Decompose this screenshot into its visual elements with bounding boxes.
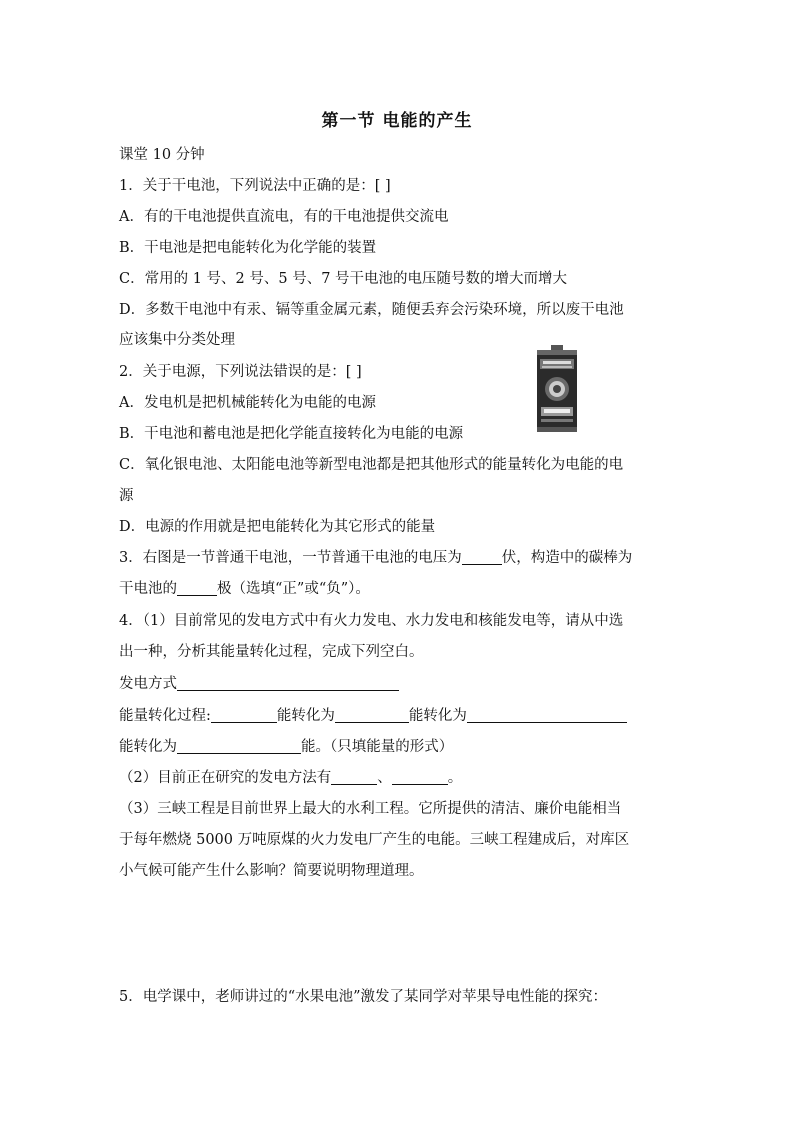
q4-process-row2 (119, 737, 453, 757)
q4-line1: 4．（1）目前常见的发电方式中有火力发电、水力发电和核能发电等，请从中选 (119, 613, 624, 629)
page-title: 第一节 电能的产生 (321, 111, 473, 131)
q1-option-c: C．常用的 1 号、2 号、5 号、7 号干电池的电压随号数的增大而增大 (119, 271, 568, 287)
q4-part3-line3: 小气候可能产生什么影响？简要说明物理道理。 (119, 863, 424, 879)
q1-option-a: A．有的干电池提供直流电，有的干电池提供交流电 (119, 209, 449, 225)
q1-option-d-line1: D．多数干电池中有汞、镉等重金属元素，随便丢弃会污染环境，所以废干电池 (119, 302, 624, 318)
q2-option-d: D．电源的作用就是把电能转化为其它形式的能量 (119, 519, 436, 535)
dry-battery-icon (534, 345, 580, 433)
q4-blank-method[interactable] (177, 675, 399, 691)
q5-line1: 5．电学课中，老师讲过的“水果电池”激发了某同学对苹果导电性能的探究： (119, 989, 608, 1005)
q3-blank-voltage[interactable] (462, 549, 502, 565)
q2-option-c-line2: 源 (119, 488, 134, 504)
q4-process-label: 能量转化过程: (119, 708, 211, 724)
q3-text-c: 干电池的 (119, 581, 177, 597)
q4-blank-energy4[interactable] (177, 738, 301, 754)
q4-blank-method2[interactable] (392, 769, 448, 785)
q4-part2-sep: 、 (377, 770, 392, 786)
q4-blank-energy3[interactable] (467, 707, 627, 723)
q4-converts-to-1: 能转化为 (276, 708, 335, 724)
q4-process-row (119, 706, 627, 726)
q3-line2 (119, 579, 370, 599)
q4-method-row (119, 674, 399, 694)
q1-option-d-line2: 应该集中分类处理 (119, 332, 235, 348)
q1-stem: 1．关于干电池，下列说法中正确的是：[ ] (119, 178, 391, 194)
q4-part2-row (119, 768, 462, 788)
q3-text-d: 极（选填“正”或“负”）。 (217, 581, 370, 597)
q2-option-b: B．干电池和蓄电池是把化学能直接转化为电能的电源 (119, 426, 464, 442)
q4-converts-to-2: 能转化为 (408, 708, 467, 724)
q4-part2-end: 。 (447, 770, 463, 786)
section-subtitle: 课堂 10 分钟 (119, 147, 205, 163)
q4-end-text: 能。（只填能量的形式） (301, 739, 454, 755)
q3-line1 (119, 548, 632, 568)
q2-stem: 2．关于电源，下列说法错误的是：[ ] (119, 364, 362, 380)
q4-part3-line2: 于每年燃烧 5000 万吨原煤的火力发电厂产生的电能。三峡工程建成后，对库区 (119, 832, 630, 848)
q4-method-label: 发电方式 (119, 676, 177, 692)
q3-text-a: 3．右图是一节普通干电池，一节普通干电池的电压为 (119, 550, 462, 566)
q4-part3-line1: （3）三峡工程是目前世界上最大的水利工程。它所提供的清洁、廉价电能相当 (119, 801, 622, 817)
q3-text-b: 伏，构造中的碳棒为 (501, 550, 633, 566)
q4-blank-energy1[interactable] (211, 707, 277, 723)
q2-option-c-line1: C．氧化银电池、太阳能电池等新型电池都是把其他形式的能量转化为电能的电 (119, 457, 624, 473)
q3-blank-pole[interactable] (177, 580, 217, 596)
q4-converts-to-3: 能转化为 (119, 739, 177, 755)
q4-part2-text: （2）目前正在研究的发电方法有 (119, 770, 332, 786)
q4-blank-method1[interactable] (331, 769, 377, 785)
q1-option-b: B．干电池是把电能转化为化学能的装置 (119, 240, 377, 256)
q4-blank-energy2[interactable] (335, 707, 409, 723)
q2-option-a: A．发电机是把机械能转化为电能的电源 (119, 395, 376, 411)
q4-line2: 出一种，分析其能量转化过程，完成下列空白。 (119, 644, 424, 660)
